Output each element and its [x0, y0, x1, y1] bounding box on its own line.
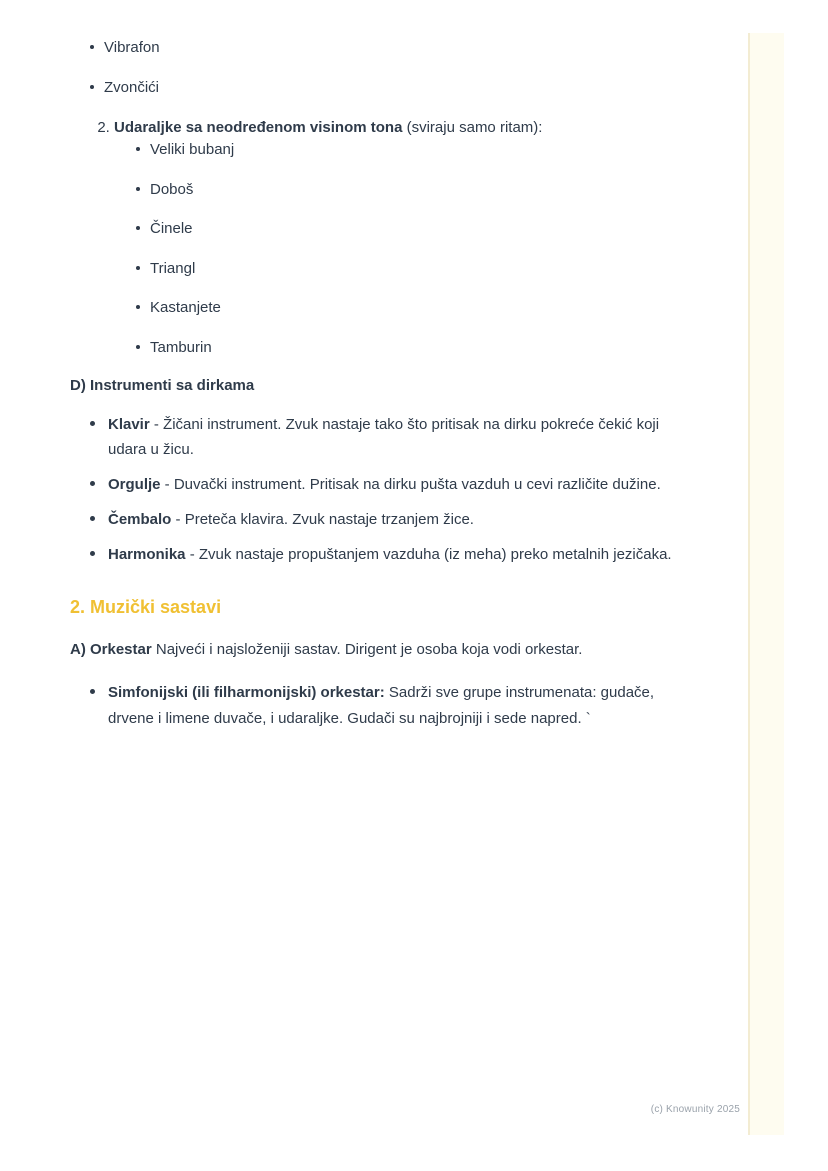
list-item-label: Kastanjete — [150, 299, 221, 317]
list-item — [90, 507, 688, 532]
list-item-text: - Žičani instrument. Zvuk nastaje tako što pritisak na dirku pokreće čekić koji udara u žicu. — [108, 416, 660, 459]
list-item — [136, 218, 724, 241]
section-2-title: 2. Muzički sastavi — [70, 597, 222, 618]
list-item — [136, 139, 724, 162]
top-bullet-list — [68, 37, 724, 99]
section-2-paragraph-bold: A) Orkestar — [70, 641, 152, 659]
section-2-paragraph-rest: Najveći i najsloženiji sastav. Dirigent je osoba koja vodi orkestar. — [151, 641, 583, 659]
list-item-bold-label: Klavir — [108, 416, 150, 434]
list-item — [90, 472, 688, 497]
page-edge-decoration — [748, 33, 784, 1135]
copyright-footer: (c) Knowunity 2025 — [650, 1104, 740, 1115]
list-item-text: - Zvuk nastaje propuštanjem vazduha (iz meha) preko metalnih jezičaka. — [185, 546, 672, 564]
list-item — [136, 179, 724, 202]
document-page — [44, 33, 784, 1135]
list-item-text: - Duvački instrument. Pritisak na dirku pušta vazduh u cevi različite dužine. — [160, 476, 661, 494]
numbered-list — [68, 116, 724, 359]
list-item — [90, 37, 724, 60]
list-item — [136, 297, 724, 320]
section-d-heading: D) Instrumenti sa dirkama — [70, 377, 255, 395]
section-2-list — [68, 680, 724, 730]
list-item-bold-label: Orgulje — [108, 476, 161, 494]
section-2-paragraph — [68, 638, 724, 662]
list-item-bold-label: Harmonika — [108, 546, 186, 564]
list-item — [136, 258, 724, 281]
list-item — [90, 412, 688, 462]
list-item-label: Triangl — [150, 259, 196, 277]
numbered-item-rest: (sviraju samo ritam): — [402, 119, 543, 136]
list-item-bold-label: Čembalo — [108, 511, 172, 529]
list-item-label: Doboš — [150, 180, 194, 198]
numbered-list-item — [114, 116, 724, 359]
list-item-label: Zvončići — [104, 78, 160, 96]
list-item-label: Tamburin — [150, 338, 212, 356]
document-content — [44, 33, 748, 1135]
list-item — [90, 77, 724, 100]
list-item-text: - Preteča klavira. Zvuk nastaje trzanjem žice. — [171, 511, 474, 529]
numbered-item-sublist — [114, 139, 724, 359]
section-d-list — [68, 412, 724, 567]
list-item-label: Činele — [150, 220, 193, 238]
numbered-item-bold-label: Udaraljke sa neodređenom visinom tona — [114, 119, 403, 136]
list-item — [90, 680, 678, 730]
list-item — [136, 337, 724, 360]
list-item-bold-label: Simfonijski (ili filharmonijski) orkestar: — [108, 684, 385, 702]
list-item — [90, 542, 688, 567]
list-item-label: Vibrafon — [104, 39, 160, 56]
list-item-label: Veliki bubanj — [150, 141, 235, 159]
list-item-text: Sadrži sve grupe instrumenata: gudače, drvene i limene duvače, i udaraljke. Gudači su najbrojniji i sede napred. ` — [108, 684, 655, 727]
